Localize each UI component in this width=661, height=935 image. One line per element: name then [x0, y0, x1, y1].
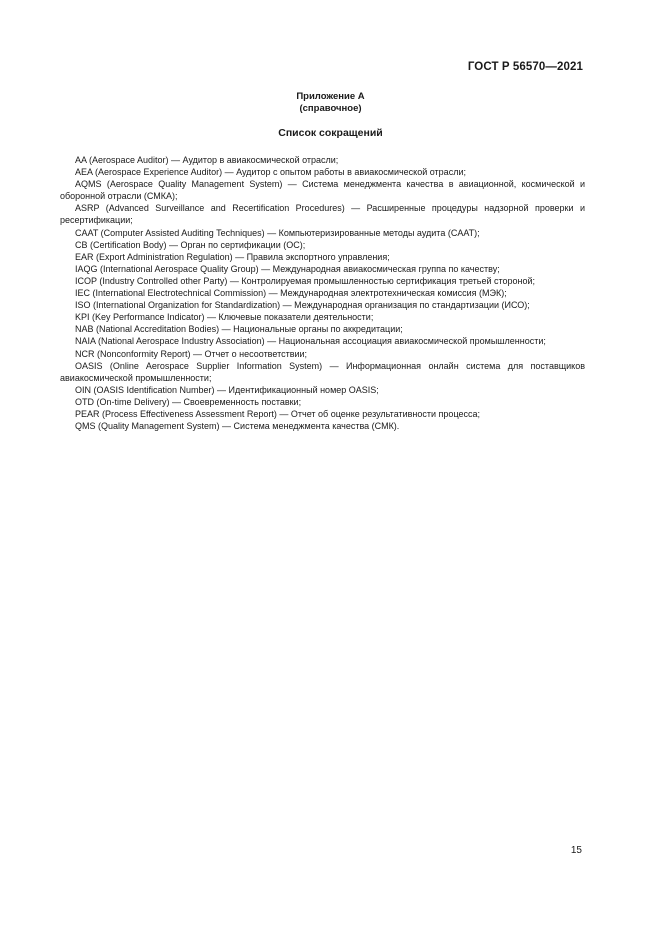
list-item: CB (Certification Body) — Орган по сертификации (ОС);: [75, 239, 306, 250]
list-item: ASRP (Advanced Surveillance and Recertification Procedures) — Расширенные процедуры надзорной проверки и ресертификации;: [60, 203, 585, 226]
annex-heading: [0, 91, 661, 115]
list-item: ICOP (Industry Controlled other Party) — Контролируемая промышленностью сертификация третьей стороной;: [75, 275, 536, 286]
list-item: KPI (Key Performance Indicator) — Ключевые показатели деятельности;: [75, 312, 374, 323]
list-item: NCR (Nonconformity Report) — Отчет о несоответствии;: [75, 348, 308, 359]
list-item: PEAR (Process Effectiveness Assessment Report) — Отчет об оценке результативности процесса;: [75, 408, 481, 419]
list-item: AEA (Aerospace Experience Auditor) — Аудитор с опытом работы в авиакосмической отрасли;: [75, 167, 466, 178]
list-item: ISO (International Organization for Standardization) — Международная организация по стандартизации (ИСО);: [75, 300, 530, 311]
list-item: NAIA (National Aerospace Industry Association) — Национальная ассоциация авиакосмической промышленности;: [75, 336, 546, 347]
list-item: IAQG (International Aerospace Quality Group) — Международная авиакосмическая группа по качеству;: [75, 263, 500, 274]
list-item: AA (Aerospace Auditor) — Аудитор в авиакосмической отрасли;: [75, 155, 339, 165]
list-item: EAR (Export Administration Regulation) — Правила экспортного управления;: [75, 251, 390, 262]
list-item: QMS (Quality Management System) — Система менеджмента качества (СМК).: [75, 421, 400, 432]
list-item: OASIS (Online Aerospace Supplier Information System) — Информационная онлайн система для поставщиков авиакосмической промышленности;: [60, 360, 585, 383]
annex-title: Приложение А: [296, 91, 365, 102]
list-item: NAB (National Accreditation Bodies) — Национальные органы по аккредитации;: [75, 324, 403, 335]
list-title: Список сокращений: [278, 127, 383, 139]
annex-subtitle: (справочное): [299, 103, 362, 114]
document-code: ГОСТ Р 56570—2021: [467, 61, 583, 73]
list-item: OTD (On-time Delivery) — Своевременность поставки;: [75, 396, 302, 407]
list-item: IEC (International Electrotechnical Commission) — Международная электротехническая комиссия (МЭК);: [75, 288, 507, 299]
list-item: CAAT (Computer Assisted Auditing Techniques) — Компьютеризированные методы аудита (CAAT);: [75, 227, 480, 238]
abbreviation-list: [60, 154, 585, 432]
list-item: OIN (OASIS Identification Number) — Идентификационный номер OASIS;: [75, 384, 379, 395]
list-item: AQMS (Aerospace Quality Management System) — Система менеджмента качества в авиационной, космической и оборонной отрасли (СМКА);: [60, 179, 585, 202]
page-number: 15: [570, 845, 582, 856]
